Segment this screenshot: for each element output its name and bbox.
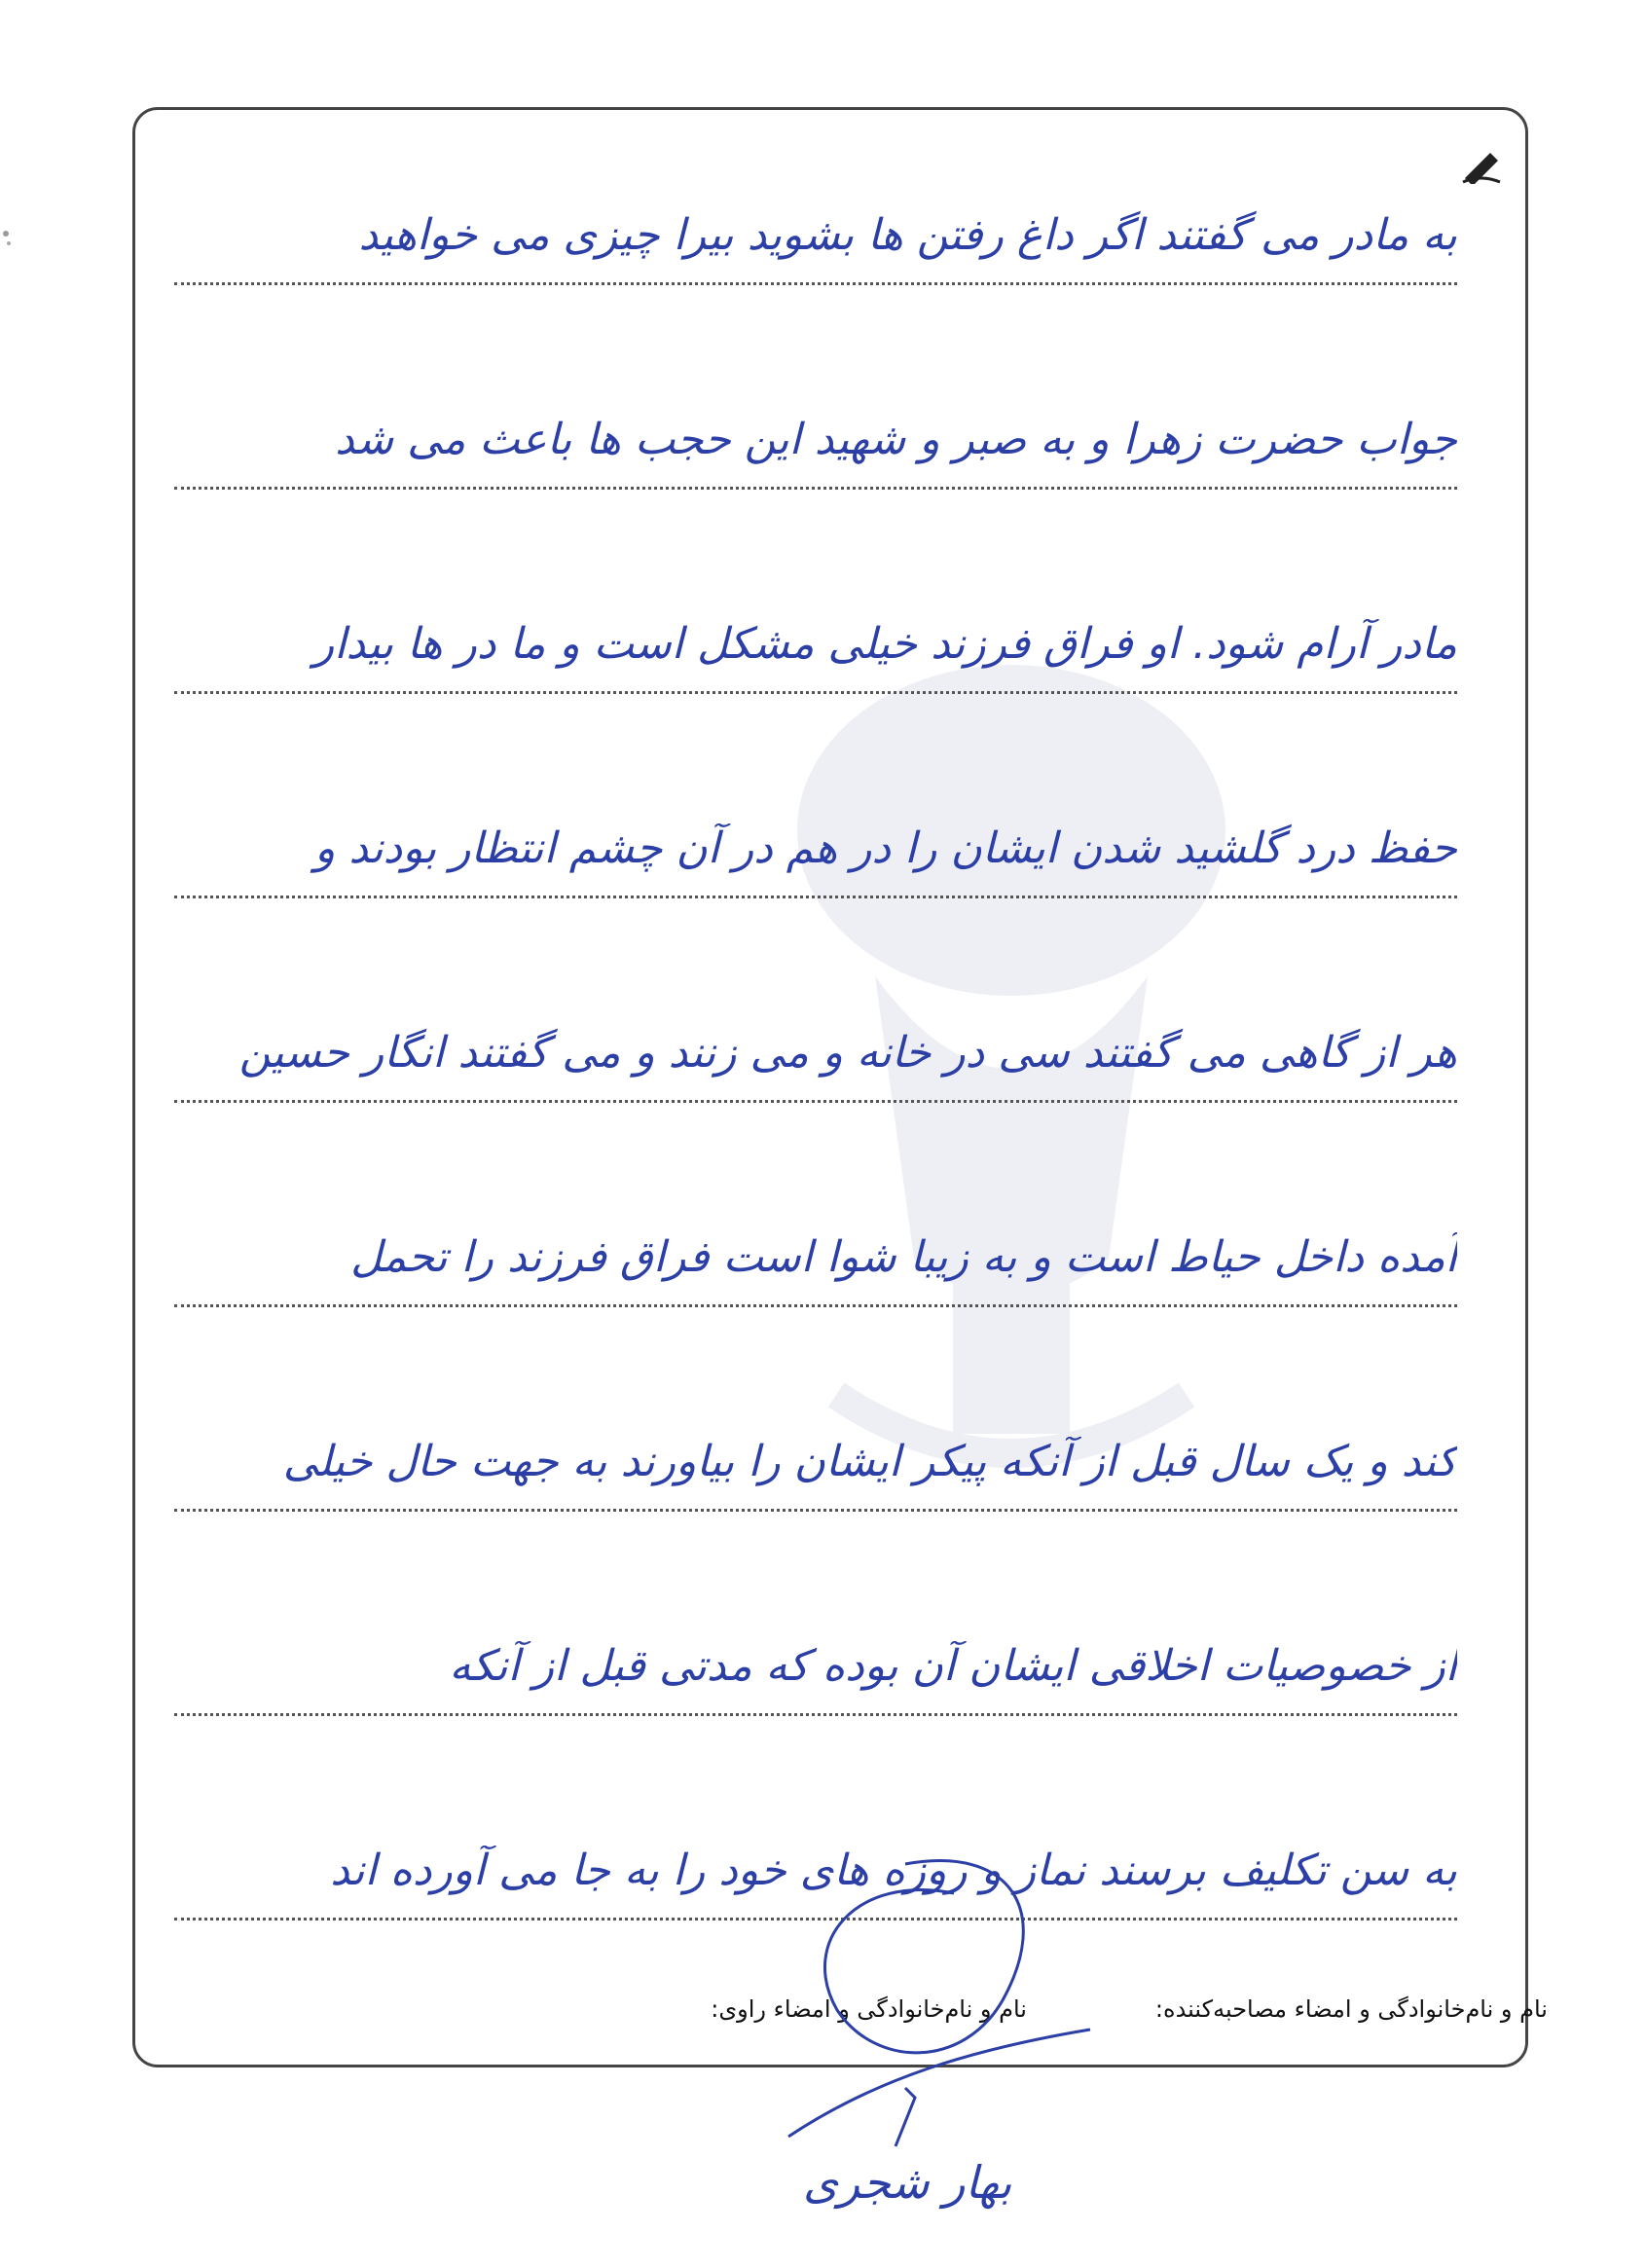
page-frame	[132, 107, 1528, 2067]
dotted-rule	[174, 1509, 1457, 1512]
handwritten-line: آمده داخل حیاط است و به زیبا شوا است فراق فرزند را تحمل	[350, 1232, 1457, 1283]
dotted-rule	[174, 487, 1457, 490]
signature-name: بهار شجری	[803, 2156, 1012, 2209]
text-line-2	[174, 334, 1457, 490]
dotted-rule	[174, 1304, 1457, 1307]
handwritten-line: کند و یک سال قبل از آنکه پیکر ایشان را بیاورند به جهت حال خیلی	[282, 1437, 1457, 1487]
handwritten-line: هر از گاهی می گفتند سی در خانه و می زنند و می گفتند انگار حسین	[238, 1028, 1457, 1079]
handwritten-signature	[759, 1854, 1110, 2176]
dotted-rule	[174, 1100, 1457, 1103]
narrator-signature-label: نام و نام‌خانوادگی و امضاء راوی:	[711, 1995, 1027, 2023]
text-line-8	[174, 1560, 1457, 1716]
handwritten-line: به سن تکلیف برسند نماز و روزه های خود را به جا می آورده اند	[330, 1846, 1457, 1896]
text-line-3	[174, 538, 1457, 694]
dotted-rule	[174, 691, 1457, 694]
interviewer-signature-label: نام و نام‌خانوادگی و امضاء مصاحبه‌کننده:	[1154, 1995, 1548, 2023]
handwritten-line: مادر آرام شود. او فراق فرزند خیلی مشکل است و ما در ها بیدار	[312, 619, 1457, 670]
text-line-1	[174, 129, 1457, 285]
handwritten-line: جواب حضرت زهرا و به صبر و شهید این حجب ها باعث می شد	[335, 415, 1457, 465]
text-line-7	[174, 1356, 1457, 1512]
text-line-6	[174, 1152, 1457, 1307]
dotted-rule	[174, 896, 1457, 898]
dotted-rule	[174, 1713, 1457, 1716]
text-line-4	[174, 743, 1457, 898]
dotted-rule	[174, 282, 1457, 285]
pen-writing-icon	[1461, 149, 1504, 184]
text-line-5	[174, 947, 1457, 1103]
scan-speck	[0, 224, 14, 253]
handwritten-line: از خصوصیات اخلاقی ایشان آن بوده که مدتی قبل از آنکه	[449, 1641, 1457, 1692]
handwritten-line: حفظ درد گلشید شدن ایشان را در هم در آن چشم انتظار بودند و	[314, 823, 1457, 874]
handwritten-line: به مادر می گفتند اگر داغ رفتن ها بشوید بیرا چیزی می خواهید	[358, 210, 1457, 261]
